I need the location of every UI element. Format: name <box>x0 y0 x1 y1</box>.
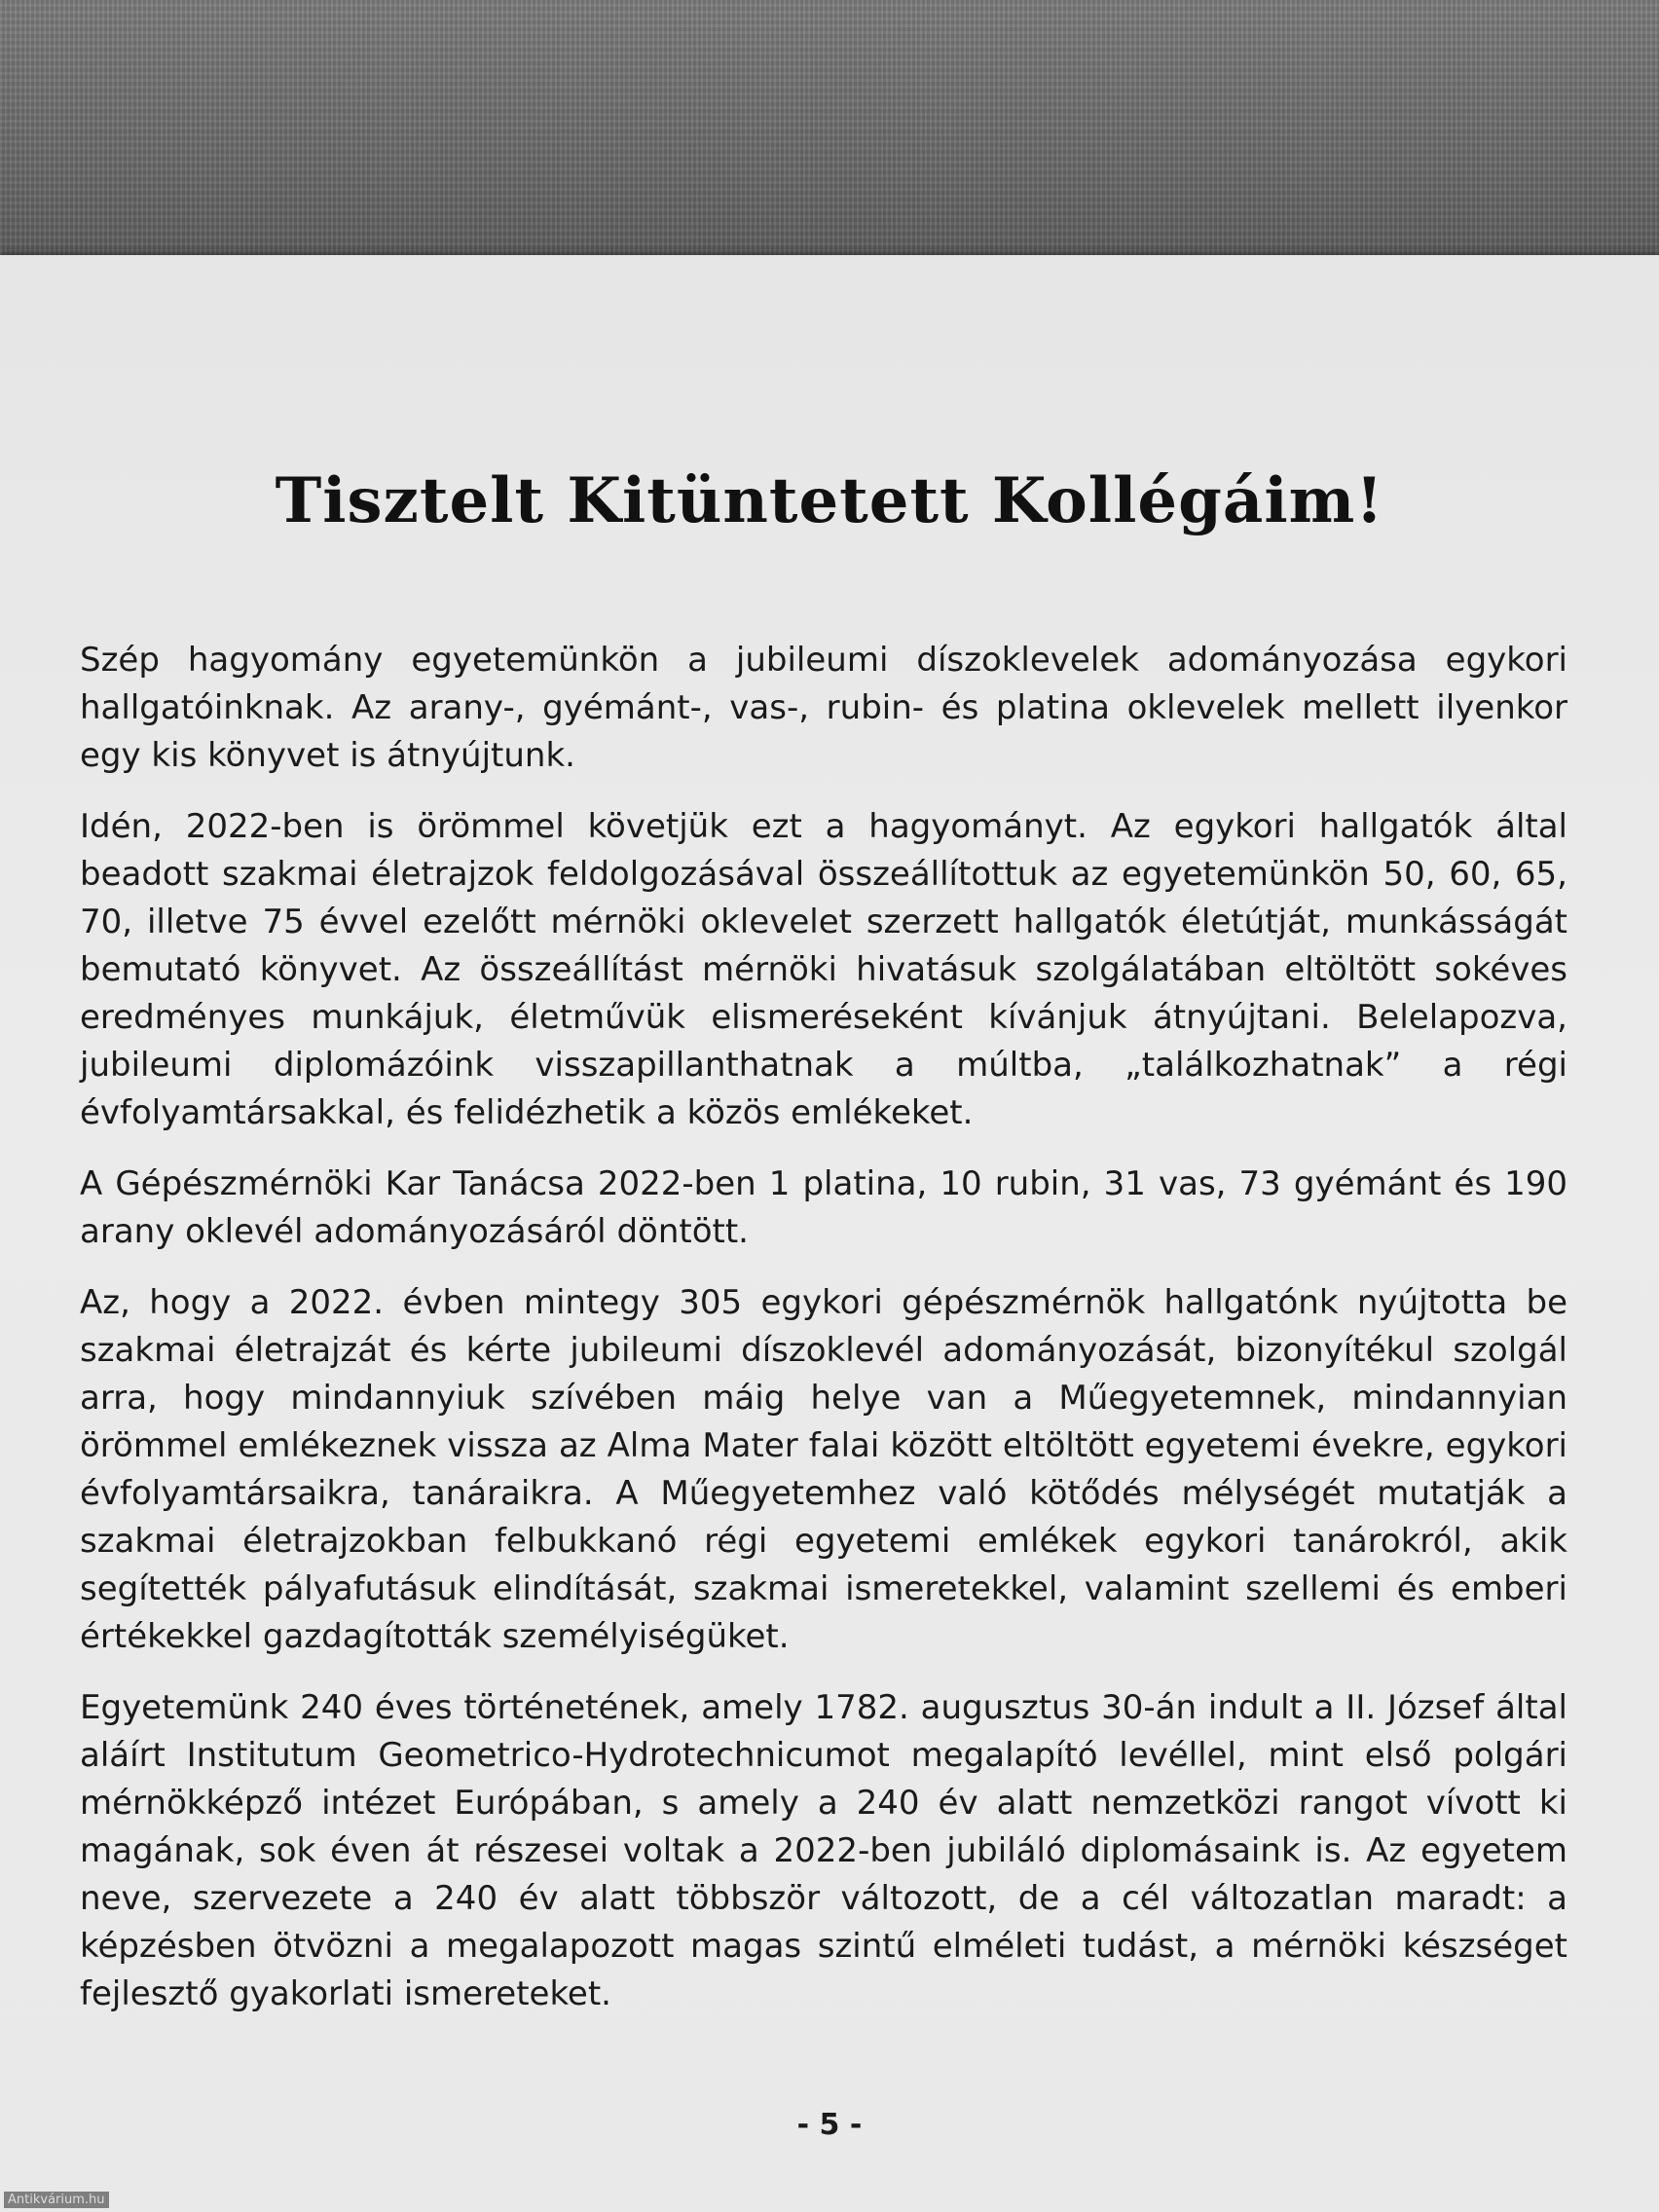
paragraph-1: Szép hagyomány egyetemünkön a jubileumi díszoklevelek adományozása egykori hallgatóinknak. Az arany-, gyémánt-, vas-, rubin- és platina oklevelek mellett ilyenkor egy kis könyvet is átnyújtunk. <box>80 641 1567 775</box>
paragraph-4: Az, hogy a 2022. évben mintegy 305 egykori gépészmérnök hallgatónk nyújtotta be szakmai életrajzát és kérte jubileumi díszoklevél adományozását, bizonyítékul szolgál arra, hogy mindannyiuk szívében máig helye van a Műegyetemnek, mindannyian örömmel emlékeznek vissza az Alma Mater falai között eltöltött egyetemi évekre, egykori évfolyamtársaikra, tanáraikra. A Műegyetemhez való kötődés mélységét mutatják a szakmai életrajzokban felbukkanó régi egyetemi emlékek egykori tanárokról, akik segítették pályafutásuk elindítását, szakmai ismeretekkel, valamint szellemi és emberi értékekkel gazdagították személyiségüket. <box>80 1283 1567 1656</box>
watermark: Antikvárium.hu <box>4 2192 109 2208</box>
background-surface <box>0 0 1659 273</box>
paragraph-3: A Gépészmérnöki Kar Tanácsa 2022-ben 1 platina, 10 rubin, 31 vas, 73 gyémánt és 190 arany oklevél adományozásáról döntött. <box>80 1164 1567 1251</box>
paragraph-5: Egyetemünk 240 éves történetének, amely 1782. augusztus 30-án indult a II. József által aláírt Institutum Geometrico-Hydrotechnicumot megalapító levéllel, mint első polgári mérnökképző intézet Európában, s amely a 240 év alatt nemzetközi rangot vívott ki magának, sok éven át részesei voltak a 2022-ben jubiláló diplomásaink is. Az egyetem neve, szervezete a 240 év alatt többször változott, de a cél változatlan maradt: a képzésben ötvözni a megalapozott magas szintű elméleti tudást, a mérnöki készséget fejlesztő gyakorlati ismereteket. <box>80 1688 1567 2013</box>
paragraph-2: Idén, 2022-ben is örömmel követjük ezt a hagyományt. Az egykori hallgatók által beadott szakmai életrajzok feldolgozásával összeállítottuk az egyetemünkön 50, 60, 65, 70, illetve 75 évvel ezelőtt mérnöki oklevelet szerzett hallgatók életútját, munkásságát bemutató könyvet. Az összeállítást mérnöki hivatásuk szolgálatában eltöltött sokéves eredményes munkájuk, életművük elismeréseként kívánjuk átnyújtani. Belelapozva, jubileumi diplomázóink visszapillanthatnak a múltba, „találkozhatnak” a régi évfolyamtársakkal, és felidézhetik a közös emlékeket. <box>80 807 1567 1132</box>
page-number: - 5 - <box>796 2108 863 2142</box>
body-text <box>80 637 1567 2042</box>
document-page <box>0 255 1659 2212</box>
page-title: Tisztelt Kitüntetett Kollégáim! <box>275 464 1384 537</box>
